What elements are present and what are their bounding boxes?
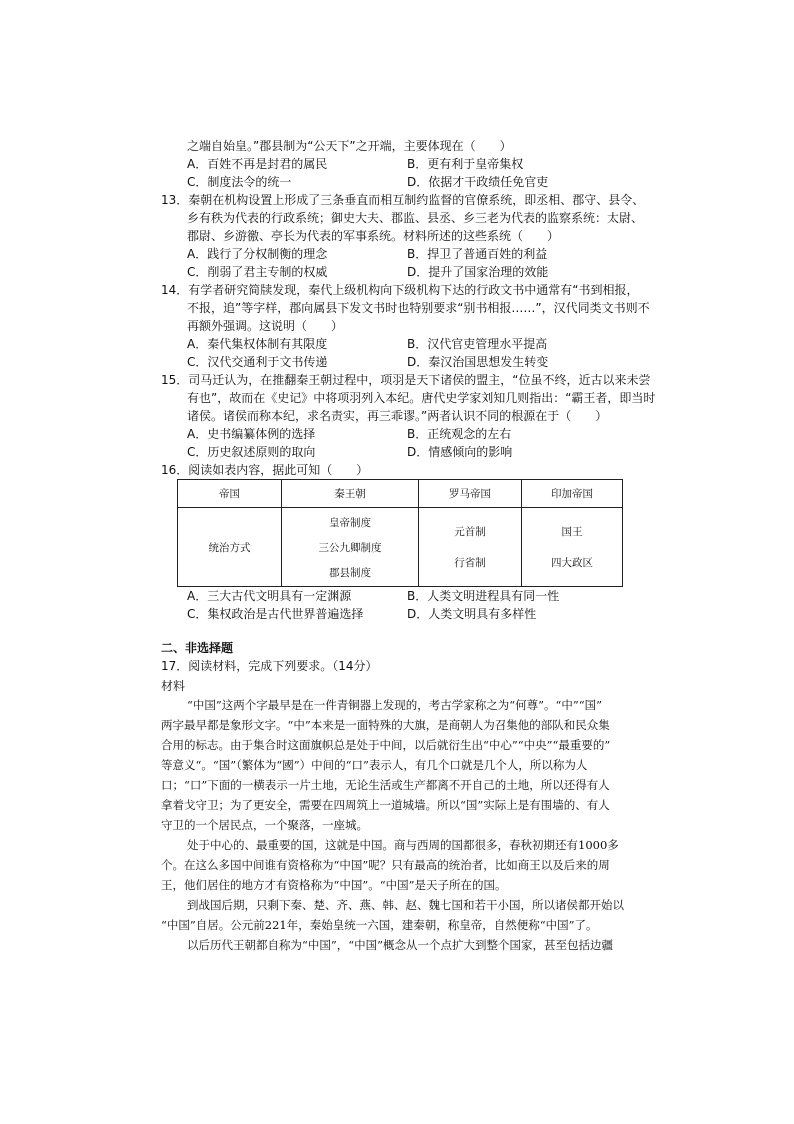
- option-d[interactable]: D．人类文明具有多样性: [407, 607, 537, 621]
- table-cell-item: 四大政区: [551, 557, 593, 569]
- option-d[interactable]: D．情感倾向的影响: [407, 445, 513, 459]
- table-header: 印加帝国: [522, 480, 623, 508]
- question-14-stem: 14．有学者研究简牍发现，秦代上级机构向下级机构下达的行政文书中通常有“书到相报，: [161, 283, 639, 297]
- table-cell-qin: [282, 508, 419, 587]
- option-b[interactable]: B．正统观念的左右: [407, 427, 512, 441]
- material-line: 拿着戈守卫；为了更安全，需要在四周筑上一道城墙。所以“国”实际上是有围墙的、有人: [161, 798, 610, 812]
- option-c[interactable]: C．削弱了君主专制的权威: [187, 265, 328, 279]
- question-13-stem: 乡有秩为代表的行政系统；御史大夫、郡监、县丞、乡三老为代表的监察系统：太尉、: [187, 211, 644, 225]
- table-header: 罗马帝国: [419, 480, 522, 508]
- material-line: 两字最早都是象形文字。“中”本来是一面特殊的大旗，是商朝人为召集他的部队和民众集: [161, 718, 610, 732]
- material-label: 材料: [161, 679, 186, 693]
- table-cell-rome: [419, 508, 522, 587]
- table-row-label: 统治方式: [178, 508, 282, 587]
- option-a[interactable]: A．百姓不再是封君的属民: [187, 157, 328, 171]
- material-line: 个。在这么多国中间谁有资格称为“中国”呢？只有最高的统治者，比如商王以及后来的周: [161, 858, 610, 872]
- material-line: “中国”自居。公元前221年，秦始皇统一六国，建秦朝，称皇帝，自然便称“中国”了。: [161, 918, 598, 932]
- material-line: 等意义“。“国”（繁体为“國”）中间的“口”表示人，有几个口就是几个人，所以称为人: [161, 758, 588, 772]
- option-b[interactable]: B．汉代官吏管理水平提高: [407, 337, 548, 351]
- question-15-stem: 有也”，故而在《史记》中将项羽列入本纪。唐代史学家刘知几则指出：“霸王者，即当时: [187, 391, 656, 405]
- option-b[interactable]: B．捍卫了普通百姓的利益: [407, 247, 548, 261]
- table-header: 帝国: [178, 480, 282, 508]
- material-line: 守卫的一个居民点，一个聚落，一座城。: [161, 818, 368, 832]
- question-14-stem: 再额外强调。这说明（ ）: [187, 319, 344, 333]
- material-line: 合用的标志。由于集合时这面旗帜总是处于中间，以后就衍生出“中心”“中央”“最重要的”: [161, 738, 611, 752]
- table-cell-inca: [522, 508, 623, 587]
- comparison-table: [177, 479, 623, 587]
- table-header: 秦王朝: [282, 480, 419, 508]
- table-cell-item: 国王: [561, 526, 583, 538]
- question-13-stem: 郡尉、乡游徼、亭长为代表的军事系统。材料所述的这些系统（ ）: [187, 229, 560, 243]
- option-b[interactable]: B．人类文明进程具有同一性: [407, 589, 560, 603]
- option-a[interactable]: A．史书编纂体例的选择: [187, 427, 316, 441]
- section-heading: 二、非选择题: [161, 641, 234, 655]
- option-a[interactable]: A．践行了分权制衡的理念: [187, 247, 328, 261]
- material-line: 王，他们居住的地方才有资格称为“中国”。“中国”是天子所在的国。: [161, 878, 507, 892]
- question-fragment-line: 之端自始皇。”郡县制为“公天下”之开端，主要体现在（ ）: [187, 139, 512, 153]
- option-d[interactable]: D．提升了国家治理的效能: [407, 265, 549, 279]
- question-16-stem: 16．阅读如表内容，据此可知（ ）: [161, 463, 369, 477]
- option-a[interactable]: A．秦代集权体制有其限度: [187, 337, 328, 351]
- option-c[interactable]: C．汉代交通利于文书传递: [187, 355, 328, 369]
- question-13-stem: 13．秦朝在机构设置上形成了三条垂直而相互制约监督的官僚系统，即丞相、郡守、县令、: [161, 193, 645, 207]
- table-cell-item: 郡县制度: [329, 566, 371, 579]
- option-d[interactable]: D．依据才干政绩任免官吏: [407, 175, 549, 189]
- material-line: 处于中心的、最重要的国，这就是中国。商与西周的国都很多，春秋初期还有1000多: [187, 838, 619, 852]
- option-c[interactable]: C．制度法令的统一: [187, 175, 292, 189]
- question-15-stem: 诸侯。诸侯而称本纪，求名责实，再三乖谬。”两者认识不同的根源在于（ ）: [187, 409, 608, 423]
- option-b[interactable]: B．更有利于皇帝集权: [407, 157, 524, 171]
- material-line: 以后历代王朝都自称为“中国”，“中国”概念从一个点扩大到整个国家，甚至包括边疆: [187, 938, 614, 952]
- material-line: “中国”这两个字最早是在一件青铜器上发现的，考古学家称之为“何尊”。“中”“国”: [187, 698, 603, 712]
- table-cell-item: 皇帝制度: [329, 516, 371, 529]
- table-cell-item: 元首制: [454, 526, 486, 538]
- question-14-stem: 不报，追”等字样，郡向属县下发文书时也特别要求“别书相报……”，汉代同类文书则不: [187, 301, 650, 315]
- option-c[interactable]: C．集权政治是古代世界普遍选择: [187, 607, 364, 621]
- option-d[interactable]: D．秦汉治国思想发生转变: [407, 355, 549, 369]
- option-a[interactable]: A．三大古代文明具有一定渊源: [187, 589, 352, 603]
- material-line: 到战国后期，只剩下秦、楚、齐、燕、韩、赵、魏七国和若干小国，所以诸侯都开始以: [187, 898, 624, 912]
- table-cell-item: 行省制: [454, 557, 486, 569]
- material-line: 口；“口”下面的一横表示一片土地，无论生活或生产都离不开自己的土地，所以还得有人: [161, 778, 610, 792]
- question-17-stem: 17．阅读材料，完成下列要求。（14分）: [161, 659, 378, 673]
- table-cell-item: 三公九卿制度: [318, 541, 382, 554]
- option-c[interactable]: C．历史叙述原则的取向: [187, 445, 316, 459]
- question-15-stem: 15．司马迁认为，在推翻秦王朝过程中，项羽是天下诸侯的盟主，“位虽不终，近古以来未尝: [161, 373, 651, 387]
